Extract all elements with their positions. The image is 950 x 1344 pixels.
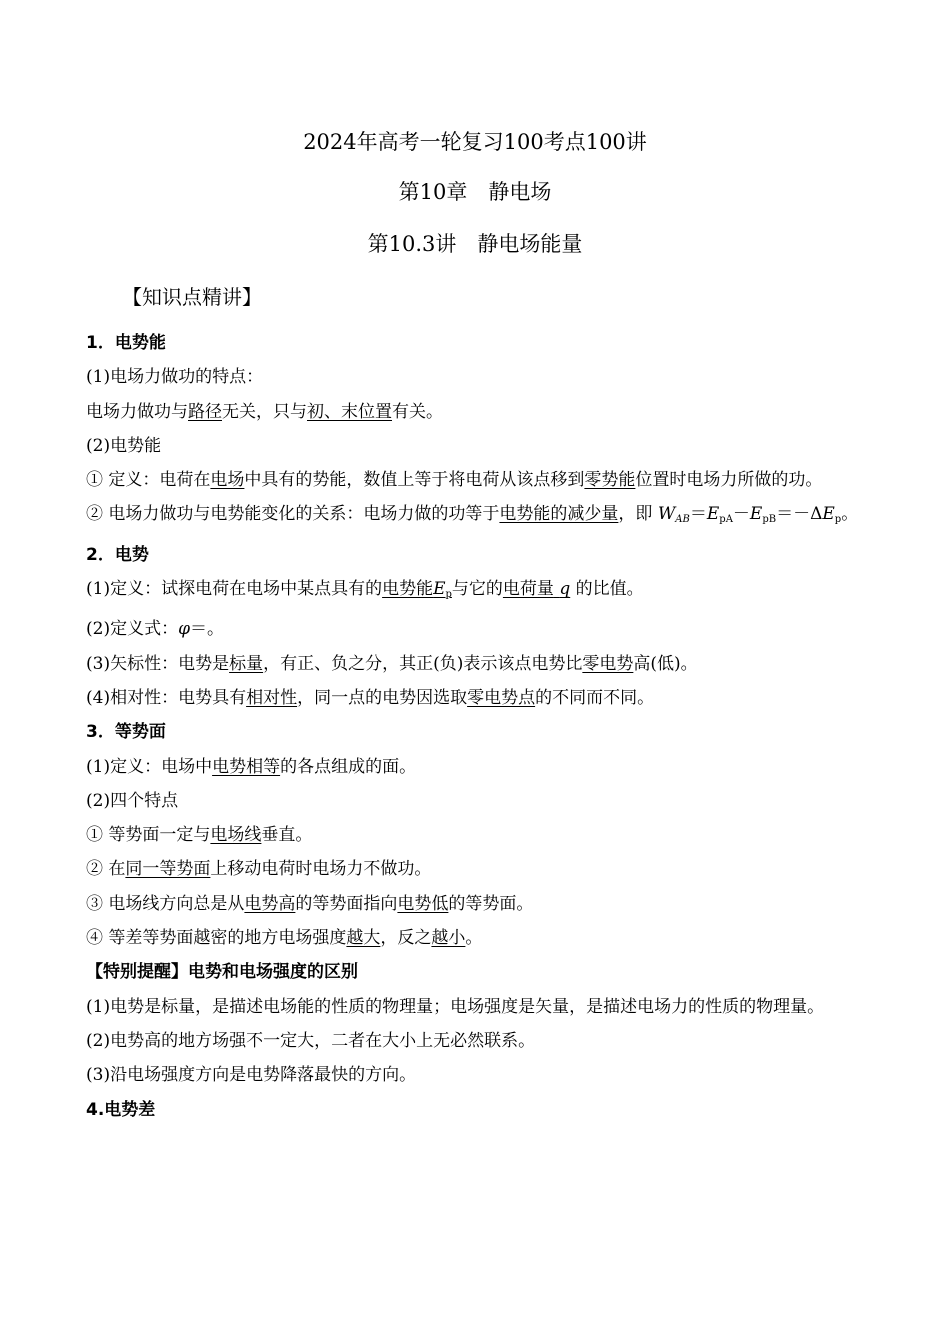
underlined-term: 越大	[346, 928, 381, 949]
lecture-title: 第10.3讲 静电场能量	[367, 232, 583, 256]
underlined-term: 相对性	[246, 687, 298, 708]
underlined-term: 初、末位置	[307, 401, 392, 422]
paragraph: (1)定义：电场中电势相等的各点组成的面。	[86, 756, 417, 777]
paragraph: ① 等势面一定与电场线垂直。	[86, 825, 313, 846]
underlined-term: 路径	[188, 401, 222, 422]
paragraph: (2)四个特点	[86, 790, 179, 811]
paragraph: ③ 电场线方向总是从电势高的等势面指向电势低的等势面。	[86, 893, 534, 914]
document-body	[86, 326, 866, 1127]
underlined-term: 零电势点	[467, 687, 536, 708]
reminder-heading: 【特别提醒】电势和电场强度的区别	[86, 962, 358, 983]
underlined-term: 电荷量 q	[502, 579, 571, 600]
paragraph: (1)定义：试探电荷在电场中某点具有的电势能$E_p$与它的电荷量 q 的比值。	[86, 579, 644, 601]
paragraph: ② 在同一等势面上移动电荷时电场力不做功。	[86, 859, 432, 880]
paragraph: (1)电场力做功的特点：	[86, 367, 264, 388]
underlined-term: 电势相等	[212, 756, 281, 777]
section-header: 【知识点精讲】	[122, 285, 262, 309]
underlined-term: 电势高	[244, 893, 296, 914]
paragraph: (3)沿电场强度方向是电势降落最快的方向。	[86, 1065, 417, 1086]
underlined-term: 同一等势面	[125, 859, 211, 880]
document-title: 2024年高考一轮复习100考点100讲	[303, 130, 647, 154]
paragraph: ④ 等差等势面越密的地方电场强度越大，反之越小。	[86, 928, 483, 949]
paragraph: (2)定义式：φ＝。	[86, 619, 224, 640]
paragraph: (3)矢标性：电势是标量，有正、负之分，其正(负)表示该点电势比零电势高(低)。	[86, 653, 698, 674]
section-2-heading: 2．电势	[86, 544, 149, 565]
paragraph: (4)相对性：电势具有相对性，同一点的电势因选取零电势点的不同而不同。	[86, 687, 655, 708]
underlined-term: 标量	[229, 653, 264, 674]
underlined-term: 电势低	[397, 893, 449, 914]
underlined-term: 零电势	[582, 653, 634, 674]
underlined-term: 电场	[210, 470, 245, 491]
paragraph: (2)电势能	[86, 435, 162, 456]
chapter-title: 第10章 静电场	[398, 180, 552, 204]
underlined-term: 电势能的减少量	[499, 504, 619, 525]
section-1-heading: 1．电势能	[86, 333, 166, 353]
paragraph: ② 电场力做功与电势能变化的关系：电场力做的功等于电势能的减少量，即 $W_{AB}=E_{pA}-E_{pB}=-\Delta E_p$。	[86, 504, 859, 526]
paragraph: (2)电势高的地方场强不一定大，二者在大小上无必然联系。	[86, 1030, 536, 1051]
underlined-term: 电场线	[210, 825, 262, 846]
section-4-heading: 4.电势差	[86, 1099, 156, 1120]
underlined-term: 越小	[431, 928, 466, 949]
paragraph: ① 定义：电荷在电场中具有的势能，数值上等于将电荷从该点移到零势能位置时电场力所做的功。	[86, 470, 823, 491]
paragraph: 电场力做功与路径无关，只与初、末位置有关。	[86, 401, 443, 422]
paragraph: (1)电势是标量，是描述电场能的性质的物理量；电场强度是矢量，是描述电场力的性质的物理量。	[86, 996, 825, 1017]
underlined-term: 零势能	[584, 470, 636, 491]
underlined-term: 电势能$E_p$	[382, 579, 452, 601]
section-3-heading: 3．等势面	[86, 722, 166, 743]
